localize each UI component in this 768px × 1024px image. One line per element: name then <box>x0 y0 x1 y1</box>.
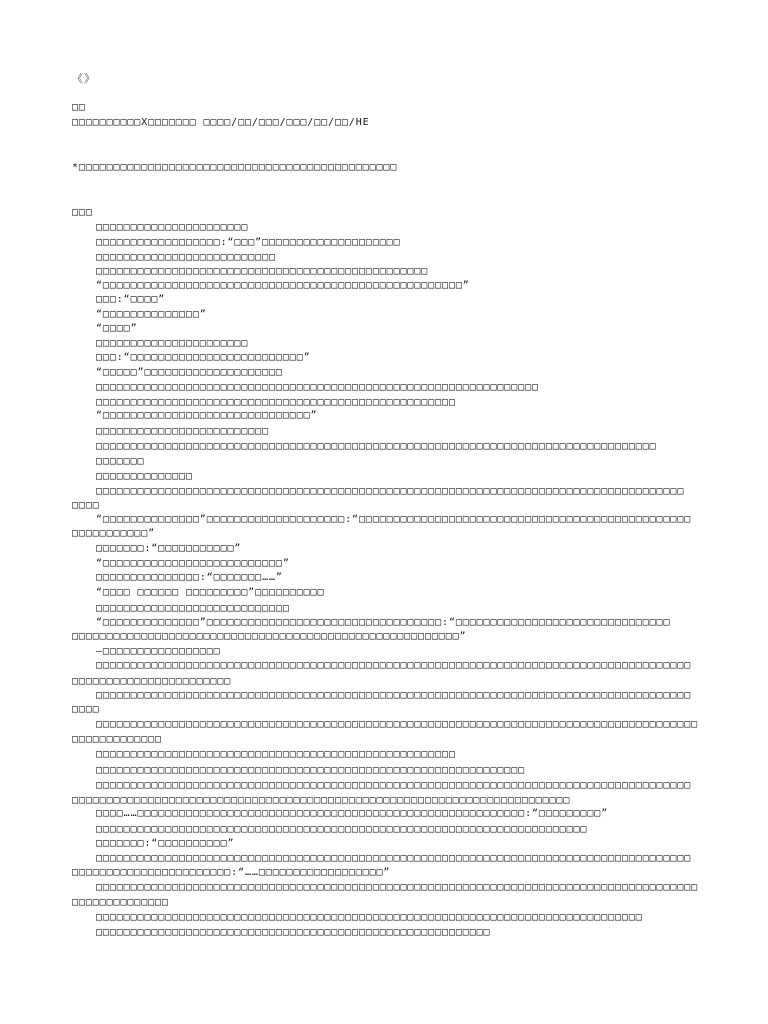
text-line: □□□□□□□□□□□□□□□□□□□□□□□□□□□□ <box>96 603 290 614</box>
text-line: □□□□□□□□□□□□□□□□□□□□□□□□□□□□□□□□□□□□□□□□□□□□□□□□ <box>96 266 429 277</box>
text-line: □□□□□□□□□□□□□□□□□□□□□□□□□□□□□□□□□□□□□□□□□□□□□□□□□□□□□□□□□□□□□□□□□□□□□□□□□□□□□□□□□□□□□□ <box>96 780 692 791</box>
text-line: □□□□□□□□□□□□□□□□□□□□□□□□□□□□□□□□□□□□□□□□□□□□□□□□□□□□ <box>96 749 456 760</box>
text-line: □□□□□□□□□□□□□□□□□□□□□□□□□□□□□□□□□□□□□□□□□□□□□□□□□□□□□□□□□□□□□□□□□□□□□□□□□□□□□□□□□□□□□□□ <box>96 719 699 730</box>
text-line: □□□□□□□□□□□□□□□□□□□□□□ <box>96 222 249 233</box>
header-path: □□□□□□□□□□X□□□□□□□ □□□□/□□/□□□/□□□/□□/□□/HE <box>72 117 370 128</box>
text-line: □□□□□□□ <box>96 456 145 467</box>
text-line: □□□□……□□□□□□□□□□□□□□□□□□□□□□□□□□□□□□□□□□□□□□□□□□□□□□□□□□□□□□□□:“□□□□□□□□□” <box>96 808 609 819</box>
text-line: “□□□□ □□□□□□ □□□□□□□□□”□□□□□□□□□□ <box>96 587 325 598</box>
text-line: “□□□□□□□□□□□□□□”□□□□□□□□□□□□□□□□□□□□□□□□□□□□□□□□□□:“□□□□□□□□□□□□□□□□□□□□□□□□□□□□□□□ <box>96 617 671 628</box>
text-line-cont: □□□□□□□□□□□” <box>72 528 156 539</box>
section-label: □□□ <box>72 207 93 218</box>
text-line-cont: □□□□□□□□□□□□□□□□□□□□□□□:“……□□□□□□□□□□□□□□□□□□” <box>72 867 391 878</box>
text-line: □□□□□□□□□□□□□□ <box>96 471 193 482</box>
text-line-cont: □□□□ <box>72 704 100 715</box>
text-line: □□□□□□□:“□□□□□□□□□□” <box>96 838 235 849</box>
text-line: □□□□□□□□□□□□□□□□□□□□□□□□□□□□□□□□□□□□□□□□□□□□□□□□□□□□□□□□□□□□□□□□□□□□□□□ <box>96 824 588 835</box>
text-line: “□□□□□”□□□□□□□□□□□□□□□□□□□□ <box>96 367 283 378</box>
text-line: □□□□□□□□□□□□□□□:“□□□□□□□……” <box>96 572 283 583</box>
text-line: □□□□□□□□□□□□□□□□□□□□□□□□□ <box>96 426 270 437</box>
note-line: *□□□□□□□□□□□□□□□□□□□□□□□□□□□□□□□□□□□□□□□□□□□□□□ <box>72 162 398 173</box>
header-label: □□ <box>72 102 86 113</box>
text-line: □□□□□□□□□□□□□□□□□□□□□□□□□□□□□□□□□□□□□□□□□□□□□□□□□□□□□□□□□□□□□□□□□□□□□□□□□□□□□□□□□ <box>96 441 657 452</box>
text-line: □□□:“□□□□” <box>96 294 166 305</box>
text-line: □□□□□□□□□□□□□□□□□□□□□□□□□□□□□□□□□□□□□□□□□□□□□□□□□□□□□□□□□□□□□□□□□□□□□□□□□□□□□□□ <box>96 912 643 923</box>
text-line: “□□□□□□□□□□□□□□□□□□□□□□□□□□” <box>96 558 290 569</box>
text-line: □□□□□□□:“□□□□□□□□□□□” <box>96 543 242 554</box>
text-line: “□□□□□□□□□□□□□□”□□□□□□□□□□□□□□□□□□□□:“□□□□□□□□□□□□□□□□□□□□□□□□□□□□□□□□□□□□□□□□□□□□□□□□ <box>96 514 692 525</box>
text-line-cont: □□□□□□□□□□□□□□□□□□□□□□□□□□□□□□□□□□□□□□□□□□□□□□□□□□□□□□□□□□□□□□□□□□□□□□□□ <box>72 795 571 806</box>
text-line: □□□□□□□□□□□□□□□□□□□□□□ <box>96 338 249 349</box>
text-line: □□□□□□□□□□□□□□□□□□□□□□□□□□□□□□□□□□□□□□□□□□□□□□□□□□□□□□□□□□□□□□□□ <box>96 382 539 393</box>
text-line-cont: □□□□□□□□□□□□□ <box>72 734 162 745</box>
text-line-cont: □□□□□□□□□□□□□□□□□□□□□□□ <box>72 676 232 687</box>
text-line: □□□□□□□□□□□□□□□□□□□□□□□□□□□□□□□□□□□□□□□□□□□□□□□□□□□□□□□□□□□□□□□□□□□□□□□□□□□□□□□□□□□□□□ <box>96 853 692 864</box>
text-line: □□□□□□□□□□□□□□□□□□□□□□□□□□□□□□□□□□□□□□□□□□□□□□□□□□□□□□□□□□□□□□□□□□□□□□□□□□□□□□□□□□□□□□□ <box>96 882 699 893</box>
text-line-cont: □□□□ <box>72 500 100 511</box>
text-line: □□□□□□□□□□□□□□□□□□□□□□□□□□□□□□□□□□□□□□□□□□□□□□□□□□□□□□□□□□□□□□□□□□□□□□□□□□□□□□□□□□□□□ <box>96 486 685 497</box>
text-line: □□□□□□□□□□□□□□□□□□□□□□□□□□□□□□□□□□□□□□□□□□□□□□□□□□□□ <box>96 397 456 408</box>
text-line: “□□□□□□□□□□□□□□□□□□□□□□□□□□□□□□” <box>96 410 318 421</box>
text-line: □□□□□□□□□□□□□□□□□□□□□□□□□□ <box>96 252 276 263</box>
text-line: “□□□□□□□□□□□□□□” <box>96 309 207 320</box>
text-line-cont: □□□□□□□□□□□□□□ <box>72 897 169 908</box>
text-line: □□□□□□□□□□□□□□□□□□□□□□□□□□□□□□□□□□□□□□□□□□□□□□□□□□□□□□□□□□□□□□□□□□□□□□□□□□□□□□□□□□□□□□ <box>96 690 692 701</box>
logo-mark: 《》 <box>72 72 96 85</box>
text-line: “□□□□□□□□□□□□□□□□□□□□□□□□□□□□□□□□□□□□□□□□□□□□□□□□□□□□” <box>96 280 470 291</box>
text-line: □□□□□□□□□□□□□□□□□□□□□□□□□□□□□□□□□□□□□□□□□□□□□□□□□□□□□□□□□□□□□□ <box>96 765 526 776</box>
text-line: □□□□□□□□□□□□□□□□□□□□□□□□□□□□□□□□□□□□□□□□□□□□□□□□□□□□□□□□□□□□□□□□□□□□□□□□□□□□□□□□□□□□□□ <box>96 660 692 671</box>
text-line: □□□:“□□□□□□□□□□□□□□□□□□□□□□□□□” <box>96 352 311 363</box>
text-line: □□□□□□□□□□□□□□□□□□□□□□□□□□□□□□□□□□□□□□□□□□□□□□□□□□□□□□□□□ <box>96 927 491 938</box>
text-line-cont: □□□□□□□□□□□□□□□□□□□□□□□□□□□□□□□□□□□□□□□□□□□□□□□□□□□□□□□□” <box>72 631 467 642</box>
text-line: —□□□□□□□□□□□□□□□□□ <box>96 646 221 657</box>
text-line: □□□□□□□□□□□□□□□□□□:“□□□”□□□□□□□□□□□□□□□□□□□□ <box>96 237 401 248</box>
text-line: “□□□□” <box>96 323 138 334</box>
